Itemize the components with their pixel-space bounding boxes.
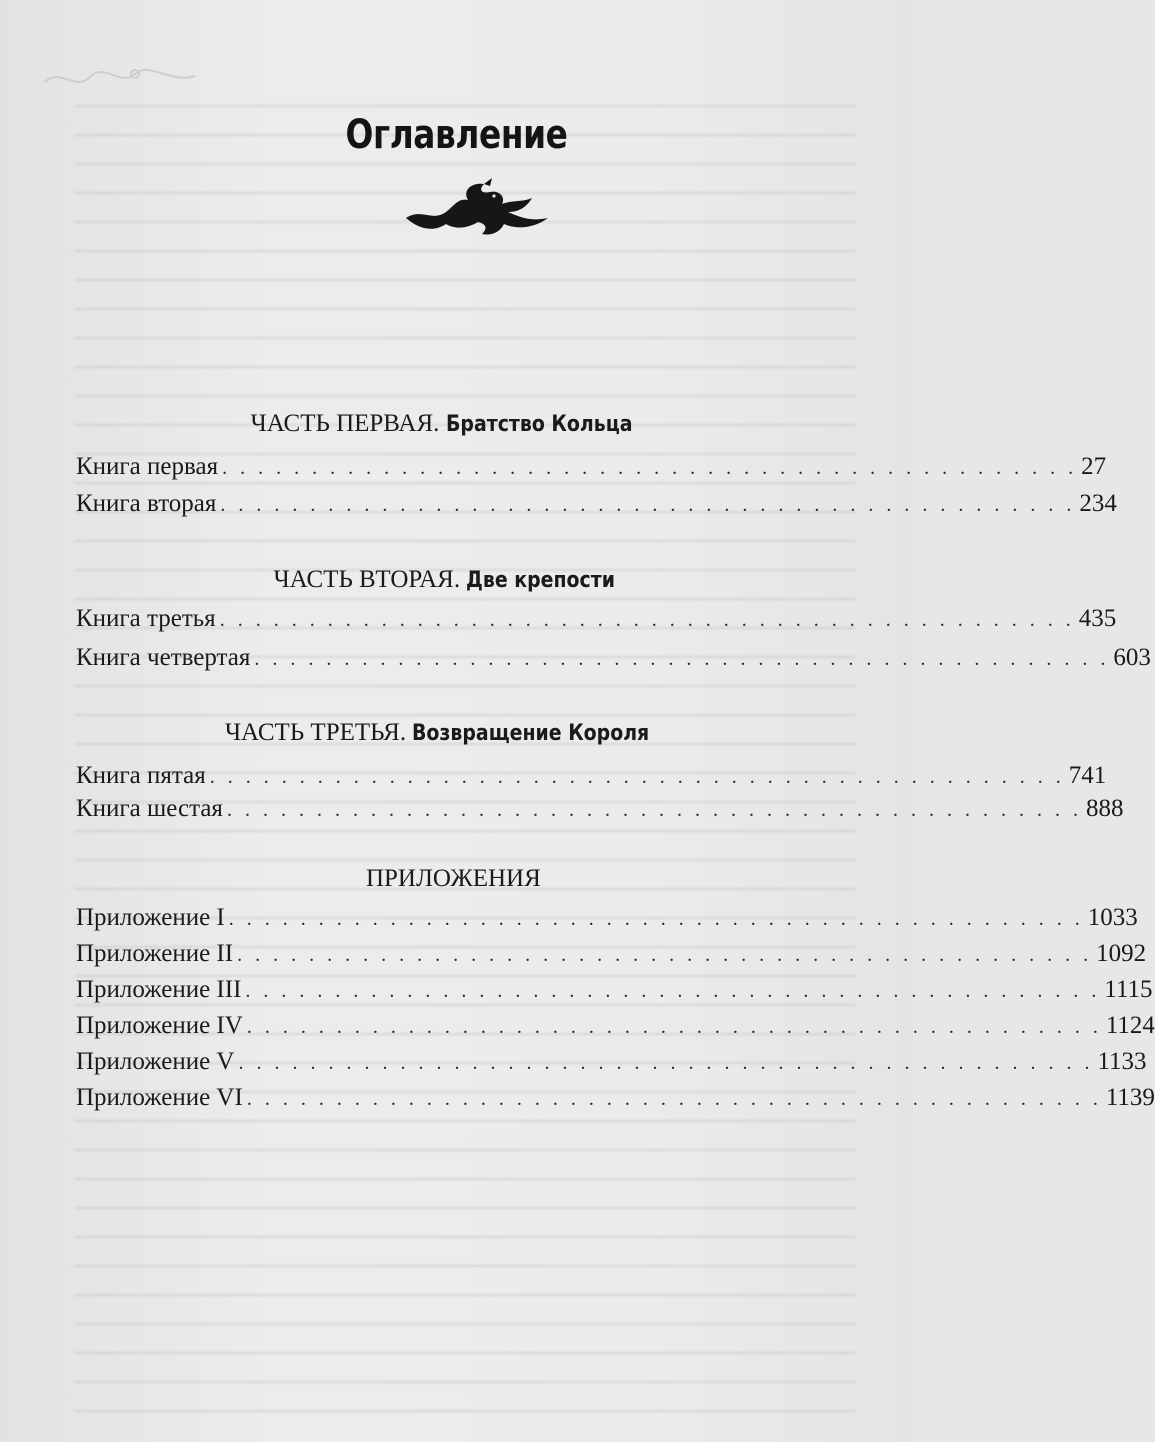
entry-page: 741 — [1068, 762, 1107, 789]
toc-entry[interactable] — [76, 795, 1124, 827]
entry-name: Книга вторая — [76, 490, 217, 517]
page-title: Оглавление — [345, 112, 568, 158]
part-name: Две крепости — [466, 568, 616, 593]
entry-page: 234 — [1079, 490, 1117, 517]
part-name: Братство Кольца — [445, 412, 633, 437]
entry-page: 435 — [1078, 605, 1117, 632]
entry-name: Книга третья — [76, 605, 216, 632]
leader-dots: . . . . . . . . . . . . . . . . . . . . . . . . . . . . . . . . . . . . . . . . . . . . . . . . — [238, 1052, 1094, 1074]
part-label: ПРИЛОЖЕНИЯ — [365, 865, 541, 892]
part-name: Возвращение Короля — [412, 721, 650, 746]
leader-dots: . . . . . . . . . . . . . . . . . . . . . . . . . . . . . . . . . . . . . . . . . . . . . . . . — [220, 494, 1076, 516]
entry-page: 888 — [1085, 795, 1124, 822]
entry-name: Книга четвертая — [76, 644, 251, 671]
entry-page: 1133 — [1097, 1048, 1147, 1075]
toc-entry[interactable] — [76, 940, 1147, 972]
leader-dots: . . . . . . . . . . . . . . . . . . . . . . . . . . . . . . . . . . . . . . . . . . . . . . . . — [237, 944, 1093, 966]
part-heading-2 — [0, 566, 913, 594]
toc-entry[interactable] — [76, 1084, 1155, 1116]
entry-name: Приложение III — [76, 976, 242, 1003]
leader-dots: . . . . . . . . . . . . . . . . . . . . . . . . . . . . . . . . . . . . . . . . . . . . . . . . — [228, 908, 1084, 930]
dragon-ornament-icon — [402, 178, 554, 240]
entry-page: 1124 — [1105, 1012, 1155, 1039]
leader-dots: . . . . . . . . . . . . . . . . . . . . . . . . . . . . . . . . . . . . . . . . . . . . . . . . — [246, 1016, 1102, 1038]
leader-dots: . . . . . . . . . . . . . . . . . . . . . . . . . . . . . . . . . . . . . . . . . . . . . . . . — [222, 457, 1078, 479]
entry-name: Книга первая — [76, 453, 219, 480]
entry-page: 27 — [1081, 453, 1107, 480]
part-label: ЧАСТЬ ТРЕТЬЯ. — [224, 719, 407, 746]
toc-entry[interactable] — [76, 904, 1138, 936]
entry-page: 1139 — [1105, 1084, 1155, 1111]
bleed-through-text — [75, 105, 855, 1415]
entry-page: 1115 — [1104, 976, 1153, 1003]
part-label: ЧАСТЬ ПЕРВАЯ. — [250, 410, 440, 437]
entry-name: Книга пятая — [76, 762, 206, 789]
part-heading-appendices — [0, 865, 913, 893]
entry-name: Книга шестая — [76, 795, 223, 822]
toc-entry[interactable] — [76, 976, 1153, 1008]
toc-entry[interactable] — [76, 453, 1107, 485]
entry-name: Приложение VI — [76, 1084, 243, 1111]
toc-entry[interactable] — [76, 490, 1117, 522]
toc-entry[interactable] — [76, 644, 1151, 676]
leader-dots: . . . . . . . . . . . . . . . . . . . . . . . . . . . . . . . . . . . . . . . . . . . . . . . . — [219, 609, 1075, 631]
entry-name: Приложение V — [76, 1048, 235, 1075]
leader-dots: . . . . . . . . . . . . . . . . . . . . . . . . . . . . . . . . . . . . . . . . . . . . . . . . — [226, 799, 1082, 821]
entry-name: Приложение IV — [76, 1012, 243, 1039]
leader-dots: . . . . . . . . . . . . . . . . . . . . . . . . . . . . . . . . . . . . . . . . . . . . . . . . — [246, 1088, 1102, 1110]
ornament-flourish-icon — [40, 62, 200, 92]
part-label: ЧАСТЬ ВТОРАЯ. — [273, 566, 461, 593]
toc-entry[interactable] — [76, 605, 1117, 637]
entry-name: Приложение II — [76, 940, 234, 967]
entry-page: 1033 — [1087, 904, 1138, 931]
entry-page: 603 — [1113, 644, 1151, 671]
entry-name: Приложение I — [76, 904, 225, 931]
toc-entry[interactable] — [76, 762, 1107, 794]
toc-entry[interactable] — [76, 1048, 1147, 1080]
toc-entry[interactable] — [76, 1012, 1155, 1044]
leader-dots: . . . . . . . . . . . . . . . . . . . . . . . . . . . . . . . . . . . . . . . . . . . . . . . . — [245, 980, 1101, 1002]
part-heading-3 — [0, 719, 913, 747]
entry-page: 1092 — [1096, 940, 1147, 967]
leader-dots: . . . . . . . . . . . . . . . . . . . . . . . . . . . . . . . . . . . . . . . . . . . . . . . . — [209, 766, 1065, 788]
leader-dots: . . . . . . . . . . . . . . . . . . . . . . . . . . . . . . . . . . . . . . . . . . . . . . . . — [254, 648, 1110, 670]
part-heading-1 — [0, 410, 913, 438]
